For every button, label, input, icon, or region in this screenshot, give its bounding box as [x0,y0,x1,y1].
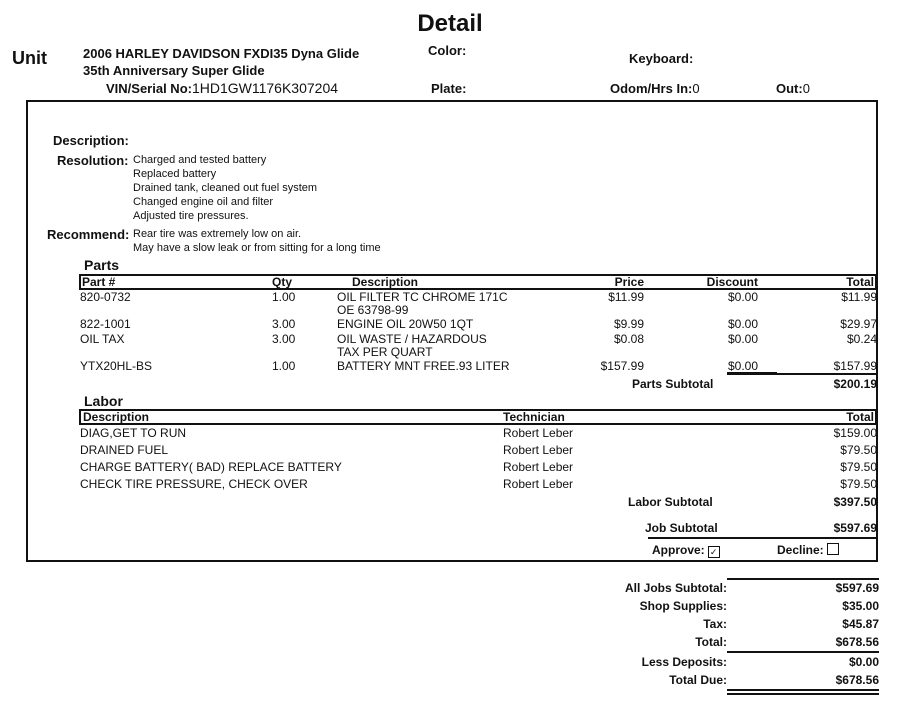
decline-control[interactable] [777,543,839,557]
part-discount: $0.00 [727,359,758,373]
summary-label: Less Deposits: [641,655,727,669]
part-description: OIL WASTE / HAZARDOUS [337,332,487,346]
labor-col-description: Description [83,410,150,424]
odometer-label: Odom/Hrs In: [610,81,693,96]
parts-col-discount: Discount [706,275,758,289]
labor-total: $159.00 [833,426,877,440]
part-price: $0.08 [613,332,644,346]
part-description: BATTERY MNT FREE.93 LITER [337,359,510,373]
part-discount: $0.00 [727,332,758,346]
page-title: Detail [417,10,483,37]
decline-checkbox[interactable] [827,543,839,555]
resolution-line: Adjusted tire pressures. [133,210,249,222]
divider [727,373,877,375]
parts-col-price: Price [614,275,644,289]
labor-subtotal-value: $397.50 [833,495,877,509]
odometer-value: 0 [692,81,700,96]
odometer-out-value: 0 [802,81,810,96]
labor-description: DRAINED FUEL [80,443,169,457]
recommend-line: Rear tire was extremely low on air. [133,228,302,240]
summary-value: $678.56 [835,635,879,649]
divider [648,537,877,539]
summary-value: $678.56 [835,673,879,687]
labor-heading: Labor [84,393,123,409]
labor-technician: Robert Leber [503,477,574,491]
resolution-line: Drained tank, cleaned out fuel system [133,182,318,194]
summary-value: $35.00 [842,599,879,613]
keyboard-label: Keyboard: [629,51,694,66]
part-qty: 3.00 [272,317,296,331]
unit-edition: 35th Anniversary Super Glide [83,63,265,78]
labor-description: CHECK TIRE PRESSURE, CHECK OVER [80,477,308,491]
parts-heading: Parts [84,257,120,273]
summary-label: Total Due: [669,673,727,687]
part-number: YTX20HL-BS [80,359,153,373]
part-price: $157.99 [600,359,644,373]
labor-total: $79.50 [840,460,877,474]
odometer-out-label: Out: [776,81,803,96]
color-label: Color: [428,43,467,58]
vin-row [106,80,338,98]
odometer-out-row [776,81,810,96]
summary-value: $0.00 [848,655,879,669]
recommend-notes [133,227,381,255]
resolution-notes [133,153,317,223]
summary-label: Tax: [703,617,727,631]
resolution-line: Changed engine oil and filter [133,196,274,208]
labor-technician: Robert Leber [503,460,574,474]
resolution-line: Replaced battery [133,168,217,180]
parts-col-part: Part # [82,275,116,289]
vin-label: VIN/Serial No: [106,81,192,96]
part-total: $157.99 [833,359,877,373]
approve-control[interactable] [652,543,720,558]
divider [727,651,879,653]
part-price: $11.99 [608,290,644,304]
double-underline-top [727,689,879,691]
description-label: Description: [53,133,129,148]
labor-description: CHARGE BATTERY( BAD) REPLACE BATTERY [80,460,342,474]
vin-value: 1HD1GW1176K307204 [191,80,339,96]
summary-label: All Jobs Subtotal: [625,581,727,595]
unit-model: 2006 HARLEY DAVIDSON FXDI35 Dyna Glide [83,46,360,61]
resolution-label: Resolution: [57,153,129,168]
job-subtotal-value: $597.69 [833,521,877,535]
parts-col-total: Total [846,275,874,289]
part-description-2: TAX PER QUART [337,345,433,359]
recommend-line: May have a slow leak or from sitting for a long time [133,242,381,254]
double-underline-bottom [727,693,879,695]
part-description: OIL FILTER TC CHROME 171C [337,290,508,304]
part-discount: $0.00 [727,290,758,304]
part-number: 822-1001 [80,317,131,331]
labor-total: $79.50 [840,443,877,457]
part-description-2: OE 63798-99 [337,303,409,317]
parts-col-qty: Qty [272,275,293,289]
labor-subtotal-label: Labor Subtotal [628,495,713,509]
part-qty: 3.00 [272,332,296,346]
labor-description: DIAG,GET TO RUN [80,426,187,440]
labor-technician: Robert Leber [503,443,574,457]
resolution-line: Charged and tested battery [133,154,267,166]
parts-subtotal-value: $200.19 [833,377,877,391]
part-number: 820-0732 [80,290,131,304]
summary-label: Shop Supplies: [639,599,727,613]
divider [727,578,879,580]
parts-subtotal-label: Parts Subtotal [632,377,714,391]
decline-label: Decline: [777,543,824,557]
labor-col-total: Total [846,410,874,424]
part-number: OIL TAX [80,332,125,346]
approve-checkbox[interactable]: ✓ [708,546,720,558]
recommend-label: Recommend: [47,227,130,242]
plate-label: Plate: [431,81,467,96]
labor-header-bar [79,409,877,425]
summary-label: Total: [695,635,727,649]
labor-col-technician: Technician [503,410,565,424]
part-qty: 1.00 [272,359,296,373]
part-price: $9.99 [613,317,644,331]
part-discount: $0.00 [727,317,758,331]
part-qty: 1.00 [272,290,296,304]
part-total: $11.99 [841,290,877,304]
job-subtotal-label: Job Subtotal [645,521,718,535]
labor-total: $79.50 [840,477,877,491]
summary-value: $597.69 [835,581,879,595]
part-total: $0.24 [846,332,877,346]
unit-label: Unit [12,48,47,68]
labor-technician: Robert Leber [503,426,574,440]
odometer-row [610,81,700,96]
approve-label: Approve: [652,543,705,557]
summary-value: $45.87 [842,617,879,631]
part-description: ENGINE OIL 20W50 1QT [337,317,474,331]
parts-col-description: Description [352,275,419,289]
part-total: $29.97 [840,317,877,331]
